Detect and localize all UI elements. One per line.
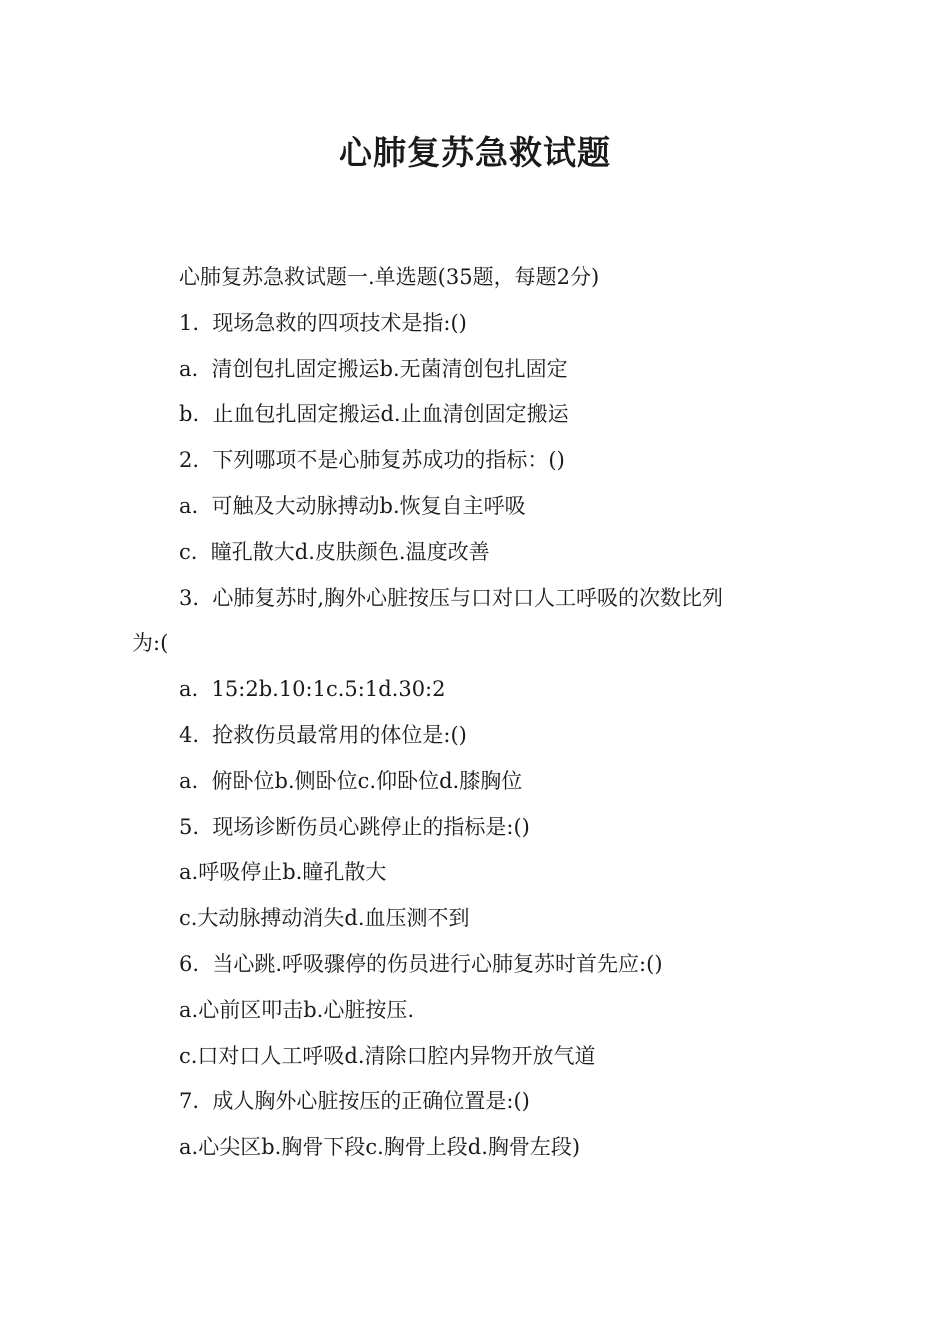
- question-6-options-c: c.口对口人工呼吸d.清除口腔内异物开放气道: [179, 1043, 596, 1068]
- question-2-options-a: a. 可触及大动脉搏动b.恢复自主呼吸: [179, 493, 526, 518]
- question-2: 2. 下列哪项不是心肺复苏成功的指标：(): [179, 448, 565, 473]
- question-5-options-a: a.呼吸停止b.瞳孔散大: [179, 860, 387, 885]
- question-2-options-c: c. 瞳孔散大d.皮肤颜色.温度改善: [179, 539, 490, 564]
- question-6-options-a: a.心前区叩击b.心脏按压.: [179, 997, 414, 1022]
- question-7-options: a.心尖区b.胸骨下段c.胸骨上段d.胸骨左段): [179, 1135, 581, 1160]
- question-3-continued: 为:(: [132, 631, 169, 656]
- question-1-options-b: b. 止血包扎固定搬运d.止血清创固定搬运: [179, 402, 569, 427]
- question-3: 3. 心肺复苏时,胸外心脏按压与口对口人工呼吸的次数比列: [179, 585, 724, 610]
- document-title: 心肺复苏急救试题: [339, 133, 611, 172]
- question-5: 5. 现场诊断伤员心跳停止的指标是:(): [179, 814, 530, 839]
- question-1-options-a: a. 清创包扎固定搬运b.无菌清创包扎固定: [179, 356, 568, 381]
- question-4: 4. 抢救伤员最常用的体位是:(): [179, 722, 467, 747]
- question-6: 6. 当心跳.呼吸骤停的伤员进行心肺复苏时首先应:(): [179, 951, 663, 976]
- question-1: 1. 现场急救的四项技术是指:(): [179, 310, 467, 335]
- question-5-options-c: c.大动脉搏动消失d.血压测不到: [179, 906, 470, 931]
- question-7: 7. 成人胸外心脏按压的正确位置是:(): [179, 1089, 530, 1114]
- question-3-options: a. 15:2b.10:1c.5:1d.30:2: [179, 677, 446, 702]
- section-heading: 心肺复苏急救试题一.单选题(35题，每题2分): [179, 265, 600, 289]
- question-4-options: a. 俯卧位b.侧卧位c.仰卧位d.膝胸位: [179, 768, 523, 793]
- document-body: [132, 255, 812, 1171]
